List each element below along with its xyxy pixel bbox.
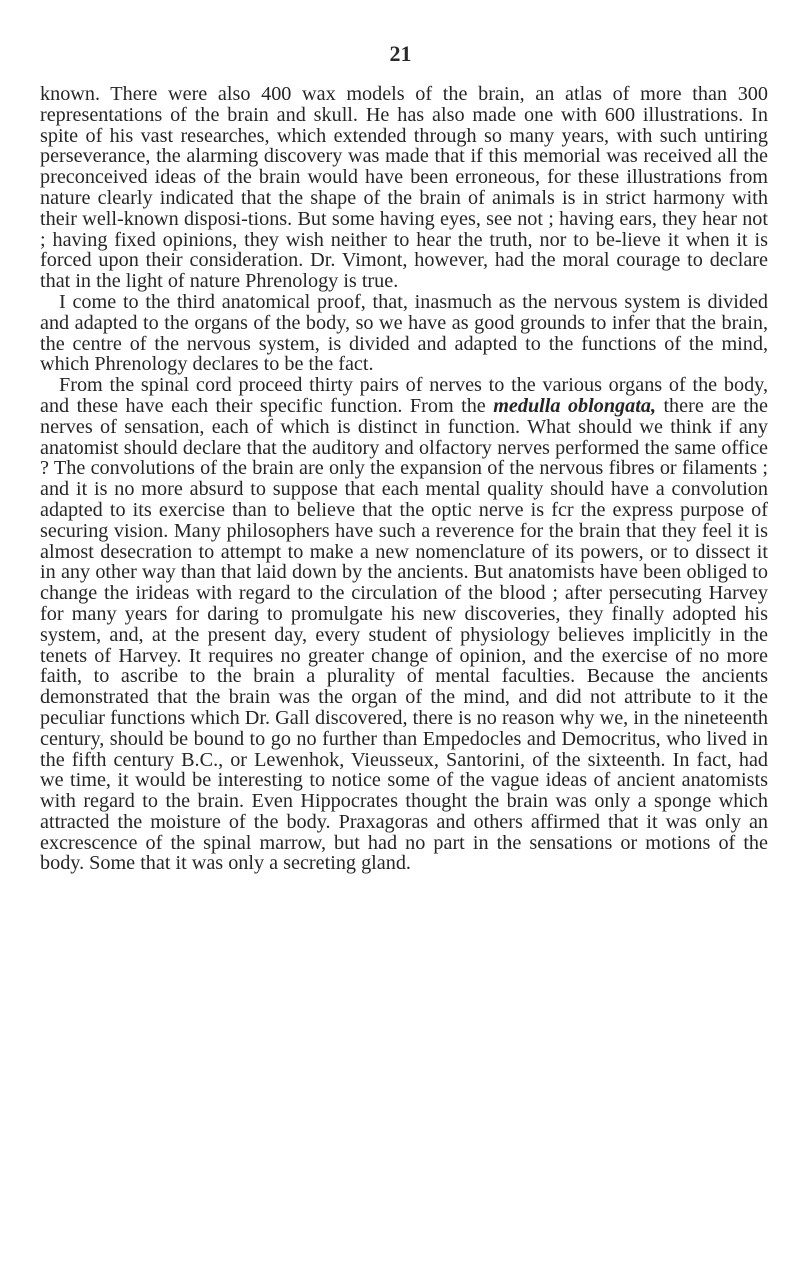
page-number: 21 bbox=[389, 41, 412, 66]
paragraph-1: known. There were also 400 wax models of the brain, an atlas of more than 300 representations of the brain and skull. He has also made one with 600 illustrations. In spite of his vast researches, which extended through so many years, with such untiring perseverance, the alarming discovery was made that if this memorial was received all the preconceived ideas of the brain would have been erroneous, for these illustrations from nature clearly indicated that the shape of the brain of animals is in strict harmony with their well-known disposi-tions. But some having eyes, see not ; having ears, they hear not ; having fixed opinions, they wish neither to hear the truth, nor to be-lieve it when it is forced upon their consideration. Dr. Vimont, however, had the moral courage to declare that in the light of nature Phrenology is true. bbox=[40, 83, 768, 293]
paragraph-3-text-rest: there are the nerves of sensation, each of which is distinct in function. What should we think if any anatomist should declare that the auditory and olfactory nerves performed the same office ? The convolutions of the brain are only the expansion of the nervous fibres or filaments ; and it is no more absurd to suppose that each mental quality should have a convolution adapted to its exercise than to believe that the optic nerve is fcr the express purpose of securing vision. Many philosophers have such a reverence for the brain that they feel it is almost desecration to attempt to make a new nomenclature of its powers, or to dissect it in any other way than that laid down by the ancients. But anatomists have been obliged to change the irideas with regard to the circulation of the blood ; after persecuting Harvey for many years for daring to promulgate his new discoveries, they finally adopted his system, and, at the present day, every student of physiology believes implicitly in the tenets of Harvey. It requires no greater change of opinion, and the exercise of no more faith, to ascribe to the brain a plurality of mental faculties. Because the ancients demonstrated that the brain was the organ of the mind, and did not attribute to it the peculiar functions which Dr. Gall discovered, there is no reason why we, in the nineteenth century, should be bound to go no further than Empedocles and Democritus, who lived in the fifth century B.C., or Lewenhok, Vieusseux, Santorini, of the sixteenth. In fact, had we time, it would be interesting to notice some of the vague ideas of ancient anatomists with regard to the brain. Even Hippocrates thought the brain was only a sponge which attracted the moisture of the body. Praxagoras and others affirmed that it was only an excrescence of the spinal marrow, but had no part in the sensations or motions of the body. Some that it was only a secreting gland. bbox=[40, 394, 768, 875]
body-text bbox=[40, 84, 768, 874]
paragraph-3 bbox=[40, 375, 768, 874]
italic-term-medulla-oblongata: medulla oblongata, bbox=[493, 394, 656, 417]
paragraph-2: I come to the third anatomical proof, that, inasmuch as the nervous system is divided and adapted to the organs of the body, so we have as good grounds to infer that the brain, the centre of the nervous system, is divided and adapted to the functions of the mind, which Phrenology declares to be the fact. bbox=[40, 290, 768, 376]
paragraph-3-text-start: From the spinal cord proceed thirty pairs of nerves to the various organs of the body, and these have each their specific function. From the bbox=[40, 374, 768, 417]
